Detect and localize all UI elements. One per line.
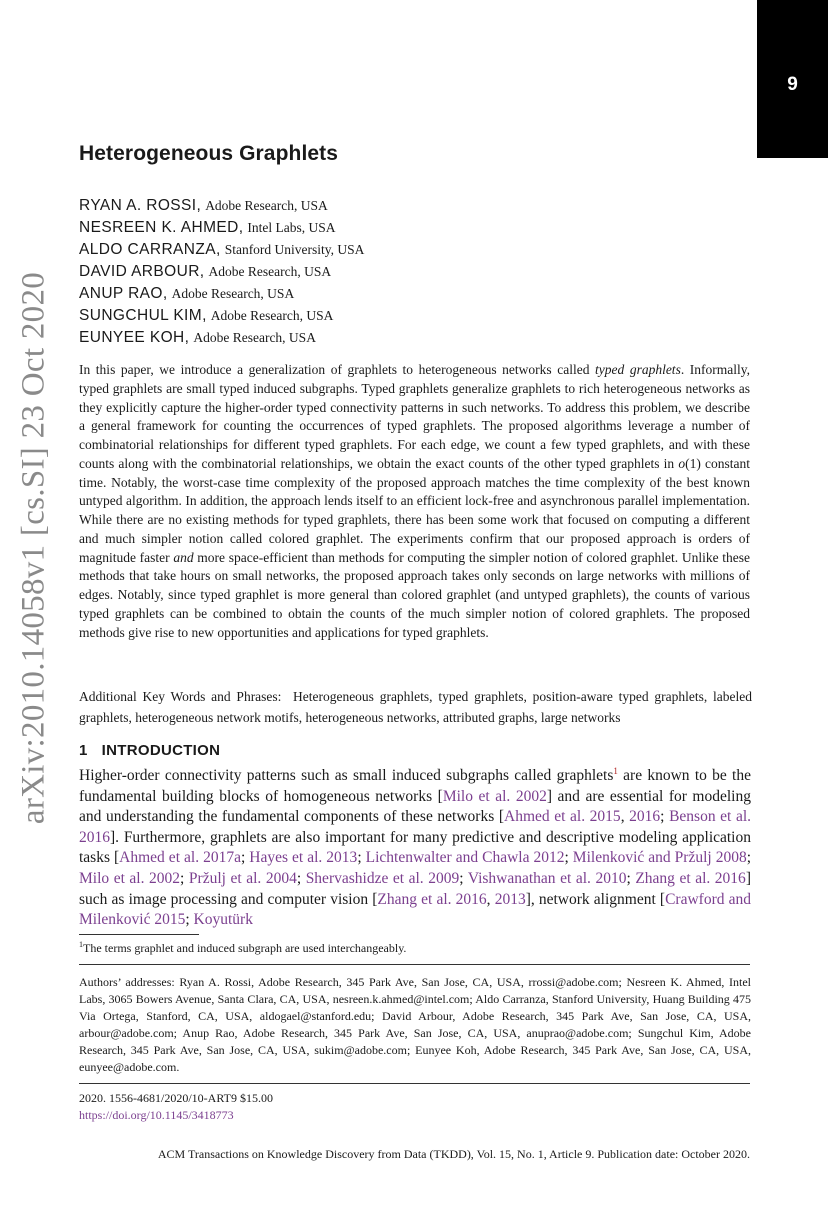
intro-text: , (486, 890, 495, 908)
abstract-text: (1) constant time. Notably, the worst-case time complexity of the proposed approach matches the time complexity of the best known untyped algorithm. In addition, the approach lends itself to an efficient lock-free and asynchronous parallel implementation. While there are no existing methods for typed graphlets, there has been some work that focused on computing a different and much simpler notion called colored graphlet. The experiments confirm that our proposed approach is orders of magnitude faster (79, 455, 750, 565)
footnote-marker[interactable]: 1 (613, 766, 618, 776)
intro-text: ] such as image processing and computer vision [ (79, 869, 751, 908)
author-entry (79, 283, 759, 305)
abstract-emphasis: typed graphlets (595, 362, 681, 377)
author-entry (79, 239, 759, 261)
intro-text: ]. Furthermore, graphlets are also important for many predictive and descriptive modeling application tasks [ (79, 828, 751, 867)
citation-link[interactable]: Ahmed et al. 2015 (504, 808, 621, 826)
author-affiliation: Adobe Research, USA (193, 330, 316, 345)
author-affiliation: Adobe Research, USA (208, 264, 332, 279)
intro-text: ; (459, 869, 468, 887)
citation-link[interactable]: Lichtenwalter and Chawla 2012 (365, 849, 565, 867)
author-name: SUNGCHUL KIM, (79, 307, 207, 324)
author-entry (79, 305, 759, 327)
doi-link[interactable]: https://doi.org/10.1145/3418773 (79, 1108, 234, 1122)
author-affiliation: Stanford University, USA (224, 242, 365, 257)
citation-link[interactable]: Hayes et al. 2013 (249, 849, 358, 867)
intro-text: ; (564, 849, 573, 867)
author-entry (79, 195, 759, 217)
intro-text: ; (660, 808, 670, 826)
intro-text: ] and are essential for modeling and understanding the fundamental components of these networks [ (79, 787, 751, 826)
intro-text: ; (185, 911, 194, 929)
citation-link[interactable]: Benson et al. 2016 (79, 808, 752, 846)
author-affiliation: Adobe Research, USA (210, 308, 334, 323)
keywords-label: Additional Key Words and Phrases: (79, 689, 282, 704)
abstract-text: . Informally, typed graphlets are small typed induced subgraphs. Typed graphlets generalize graphlets to rich heterogeneous networks as they explicitly capture the higher-order typed connectivity patterns in such networks. To address this problem, we describe a general framework for counting the occurrences of typed graphlets. The proposed algorithms leverage a number of combinatorial relationships for different typed graphlets. For each edge, we count a few typed graphlets, and with these counts along with the combinatorial relationships, we obtain the exact counts of the other typed graphlets in (79, 362, 750, 471)
intro-text: ; (240, 849, 250, 867)
footnote-mark: 1 (79, 940, 83, 949)
citation-link[interactable]: Milo et al. 2002 (79, 869, 181, 887)
intro-text: Higher-order connectivity patterns such as small induced subgraphs called graphlets (79, 767, 614, 784)
footnote-divider (79, 934, 199, 935)
section-number: 1 (79, 742, 88, 759)
keywords-text: Heterogeneous graphlets, typed graphlets, position-aware typed graphlets, labeled graphlets, heterogeneous network motifs, heterogeneous networks, attributed graphs, large networks (79, 689, 753, 725)
page-number-badge (757, 0, 828, 158)
author-name: EUNYEE KOH, (79, 329, 190, 346)
page-number: 9 (787, 74, 798, 95)
citation-link[interactable]: 2016 (629, 808, 661, 826)
citation-link[interactable]: Shervashidze et al. 2009 (305, 869, 460, 887)
citation-link[interactable]: Milenković and Pržulj 2008 (572, 849, 747, 867)
author-affiliation: Intel Labs, USA (247, 220, 336, 235)
abstract-emphasis: and (173, 549, 194, 565)
author-entry (79, 217, 759, 239)
author-name: NESREEN K. AHMED, (79, 219, 244, 236)
author-affiliation: Adobe Research, USA (171, 286, 295, 301)
author-entry (79, 261, 759, 283)
abstract-text: more space-efficient than methods for computing the simpler notion of colored graphlet. Unlike these methods that take hours on small networks, the proposed approach takes only seconds on large networks with millions of edges. Notably, since typed graphlet is more general than colored graphlet (and untyped graphlets), the counts of various typed graphlets can be combined to obtain the counts of the much simpler notion of colored graphlets. The proposed methods give rise to new opportunities and applications for typed graphlets. (79, 549, 751, 640)
citation-link[interactable]: 2013 (494, 890, 526, 908)
intro-text: are known to be the fundamental building blocks of homogeneous networks [ (79, 767, 751, 805)
footnote (79, 941, 406, 956)
section-heading (79, 742, 220, 759)
paper-title: Heterogeneous Graphlets (79, 142, 339, 165)
author-name: RYAN A. ROSSI, (79, 197, 202, 214)
citation-link[interactable]: Koyutürk (193, 911, 253, 929)
introduction-paragraph (79, 766, 751, 931)
citation-link[interactable]: Ahmed et al. 2017a (119, 849, 241, 867)
section-title: INTRODUCTION (101, 742, 221, 759)
intro-text: ; (180, 869, 189, 887)
citation-link[interactable]: Pržulj et al. 2004 (188, 869, 297, 887)
intro-text: ; (626, 869, 636, 887)
keywords (79, 687, 752, 728)
author-name: ALDO CARRANZA, (79, 241, 221, 258)
intro-text: ], network alignment [ (525, 890, 666, 908)
pubinfo-divider (79, 1083, 750, 1084)
citation-link[interactable]: Zhang et al. 2016 (377, 890, 487, 908)
author-entry (79, 327, 759, 349)
citation-link[interactable]: Crawford and Milenković 2015 (79, 890, 751, 929)
author-list (79, 195, 759, 349)
citation-link[interactable]: Milo et al. 2002 (442, 787, 547, 805)
citation-link[interactable]: Zhang et al. 2016 (635, 869, 746, 887)
page-footer: ACM Transactions on Knowledge Discovery from Data (TKDD), Vol. 15, No. 1, Article 9. Publication date: October 2020. (157, 1147, 750, 1161)
footnote-text: The terms graphlet and induced subgraph are used interchangeably. (83, 941, 407, 955)
intro-text: ; (357, 849, 366, 867)
abstract (79, 361, 750, 642)
citation-link[interactable]: Vishwanathan et al. 2010 (467, 869, 627, 887)
author-name: ANUP RAO, (79, 285, 168, 302)
publication-line: 2020. 1556-4681/2020/10-ART9 $15.00 (79, 1091, 273, 1105)
intro-text: , (620, 808, 630, 826)
arxiv-sidebar (14, 258, 54, 838)
author-addresses: Authors’ addresses: Ryan A. Rossi, Adobe Research, 345 Park Ave, San Jose, CA, USA, rrossi@adobe.com; Nesreen K. Ahmed, Intel Labs, 3065 Bowers Avenue, Santa Clara, CA, USA, nesreen.k.ahmed@intel.com; Aldo Carranza, Stanford University, Huang Building 475 Via Ortega, Stanford, CA, USA, aldogael@stanford.edu; David Arbour, Adobe Research, 345 Park Ave, San Jose, CA, USA, arbour@adobe.com; Anup Rao, Adobe Research, 345 Park Ave, San Jose, CA, USA, anuprao@adobe.com; Sungchul Kim, Adobe Research, 345 Park Ave, San Jose, CA, USA, sukim@adobe.com; Eunyee Koh, Adobe Research, 345 Park Ave, San Jose, CA, USA, eunyee@adobe.com. (79, 975, 751, 1075)
author-affiliation: Adobe Research, USA (205, 198, 328, 213)
author-name: DAVID ARBOUR, (79, 263, 205, 280)
abstract-text: In this paper, we introduce a generalization of graphlets to heterogeneous networks called (79, 362, 596, 377)
intro-text: ; (746, 849, 752, 867)
addresses-divider (79, 964, 750, 965)
intro-text: ; (296, 869, 306, 887)
publication-info (79, 1090, 273, 1124)
arxiv-identifier: arXiv:2010.14058v1 [cs.SI] 23 Oct 2020 (15, 271, 52, 825)
abstract-emphasis: o (678, 455, 686, 471)
